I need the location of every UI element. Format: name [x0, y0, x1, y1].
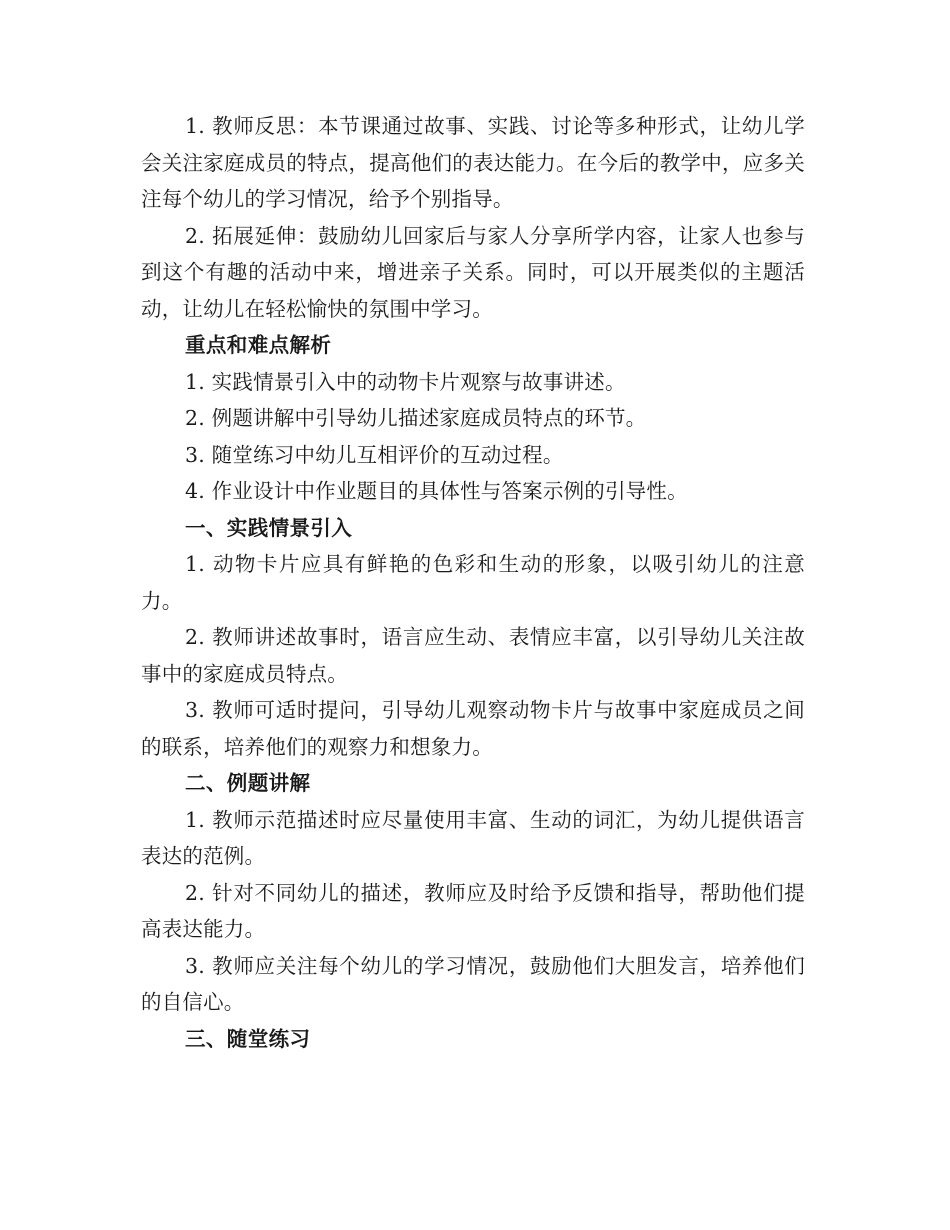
- list-item: 2. 针对不同幼儿的描述，教师应及时给予反馈和指导，帮助他们提高表达能力。: [141, 880, 805, 941]
- document-page: [141, 108, 805, 1057]
- heading-section-1: 一、实践情景引入: [185, 515, 353, 540]
- list-item: 1. 动物卡片应具有鲜艳的色彩和生动的形象，以吸引幼儿的注意力。: [141, 552, 805, 613]
- paragraph-teacher-reflection: 1. 教师反思：本节课通过故事、实践、讨论等多种形式，让幼儿学会关注家庭成员的特点，提高他们的表达能力。在今后的教学中，应多关注每个幼儿的学习情况，给予个别指导。: [141, 114, 805, 211]
- list-item: 3. 教师可适时提问，引导幼儿观察动物卡片与故事中家庭成员之间的联系，培养他们的观察力和想象力。: [141, 698, 805, 759]
- list-item: 1. 实践情景引入中的动物卡片观察与故事讲述。: [185, 369, 626, 394]
- list-item: 3. 随堂练习中幼儿互相评价的互动过程。: [185, 442, 564, 467]
- list-item: 4. 作业设计中作业题目的具体性与答案示例的引导性。: [185, 479, 688, 503]
- heading-section-3: 三、随堂练习: [185, 1026, 311, 1051]
- heading-section-2: 二、例题讲解: [185, 771, 311, 795]
- list-item: 2. 例题讲解中引导幼儿描述家庭成员特点的环节。: [185, 406, 647, 430]
- heading-key-points: 重点和难点解析: [185, 333, 332, 357]
- list-item: 1. 教师示范描述时应尽量使用丰富、生动的词汇，为幼儿提供语言表达的范例。: [141, 807, 805, 868]
- list-item: 3. 教师应关注每个幼儿的学习情况，鼓励他们大胆发言，培养他们的自信心。: [141, 953, 805, 1014]
- list-item: 2. 教师讲述故事时，语言应生动、表情应丰富，以引导幼儿关注故事中的家庭成员特点。: [141, 625, 805, 686]
- paragraph-extension: 2. 拓展延伸：鼓励幼儿回家后与家人分享所学内容，让家人也参与到这个有趣的活动中来，增进亲子关系。同时，可以开展类似的主题活动，让幼儿在轻松愉快的氛围中学习。: [141, 223, 805, 321]
